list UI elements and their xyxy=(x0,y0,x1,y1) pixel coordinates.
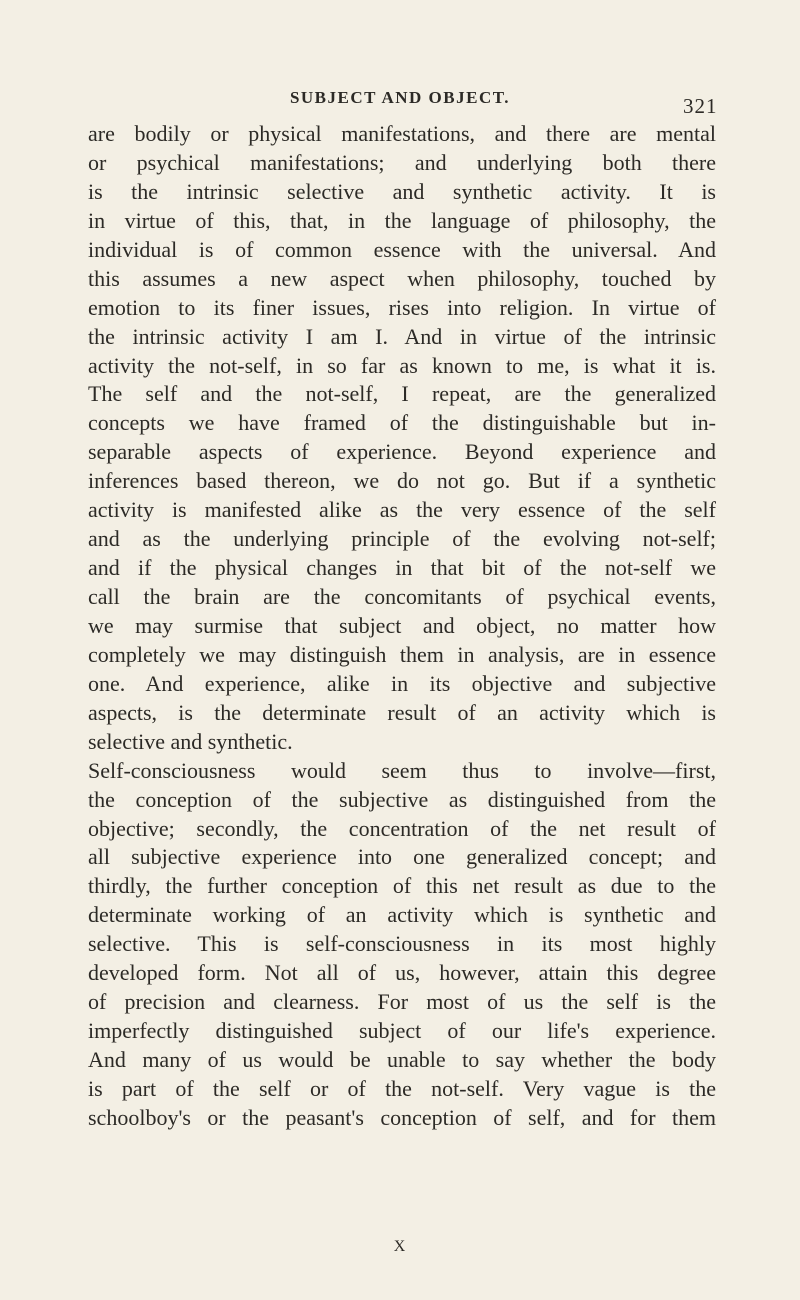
text-line: concepts we have framed of the distinguishable but in- xyxy=(88,410,716,436)
text-line: and as the underlying principle of the evolving not-self; xyxy=(88,526,716,552)
text-line: emotion to its finer issues, rises into religion. In virtue of xyxy=(88,294,716,320)
text-line: and if the physical changes in that bit of the not-self we xyxy=(88,555,716,581)
text-line: imperfectly distinguished subject of our life's experience. xyxy=(88,1018,716,1044)
text-line: this assumes a new aspect when philosophy, touched by xyxy=(88,265,716,291)
text-line: the intrinsic activity I am I. And in virtue of the intrinsic xyxy=(88,323,716,349)
text-line: is the intrinsic selective and synthetic activity. It is xyxy=(88,178,716,204)
text-line: inferences based thereon, we do not go. But if a synthetic xyxy=(88,468,716,494)
body-text xyxy=(88,120,716,1133)
page-number: 321 xyxy=(683,94,718,118)
text-line: determinate working of an activity which is synthetic and xyxy=(88,902,716,928)
signature-mark: X xyxy=(393,1238,407,1255)
text-line: developed form. Not all of us, however, attain this degree xyxy=(88,960,716,986)
text-line: activity is manifested alike as the very essence of the self xyxy=(88,497,716,523)
text-line: of precision and clearness. For most of us the self is the xyxy=(88,989,716,1015)
text-line: schoolboy's or the peasant's conception of self, and for them xyxy=(88,1104,716,1130)
text-line: objective; secondly, the concentration of the net result of xyxy=(88,815,716,841)
text-line: individual is of common essence with the universal. And xyxy=(88,236,716,262)
text-line: is part of the self or of the not-self. Very vague is the xyxy=(88,1075,716,1101)
text-line: And many of us would be unable to say whether the body xyxy=(88,1047,716,1072)
text-line: or psychical manifestations; and underlying both there xyxy=(88,149,716,175)
text-line: call the brain are the concomitants of psychical events, xyxy=(88,584,716,609)
text-line: one. And experience, alike in its objective and subjective xyxy=(88,670,716,696)
text-line: aspects, is the determinate result of an activity which is xyxy=(88,699,716,725)
text-line: the conception of the subjective as distinguished from the xyxy=(88,786,716,812)
text-line: selective. This is self-consciousness in its most highly xyxy=(88,931,716,957)
text-line: The self and the not-self, I repeat, are the generalized xyxy=(88,381,716,407)
text-line: selective and synthetic. xyxy=(88,728,293,754)
running-head: SUBJECT AND OBJECT. xyxy=(289,88,511,107)
text-line: in virtue of this, that, in the language of philosophy, the xyxy=(88,207,716,233)
text-line: thirdly, the further conception of this net result as due to the xyxy=(88,873,716,899)
text-line: we may surmise that subject and object, no matter how xyxy=(88,612,716,638)
text-line: all subjective experience into one generalized concept; and xyxy=(88,844,716,870)
text-line: completely we may distinguish them in analysis, are in essence xyxy=(88,641,716,667)
text-line: separable aspects of experience. Beyond experience and xyxy=(88,439,716,465)
text-line: activity the not-self, in so far as known to me, is what it is. xyxy=(88,352,716,378)
text-line: are bodily or physical manifestations, and there are mental xyxy=(88,121,716,146)
text-line: Self-consciousness would seem thus to involve—first, xyxy=(88,757,716,783)
